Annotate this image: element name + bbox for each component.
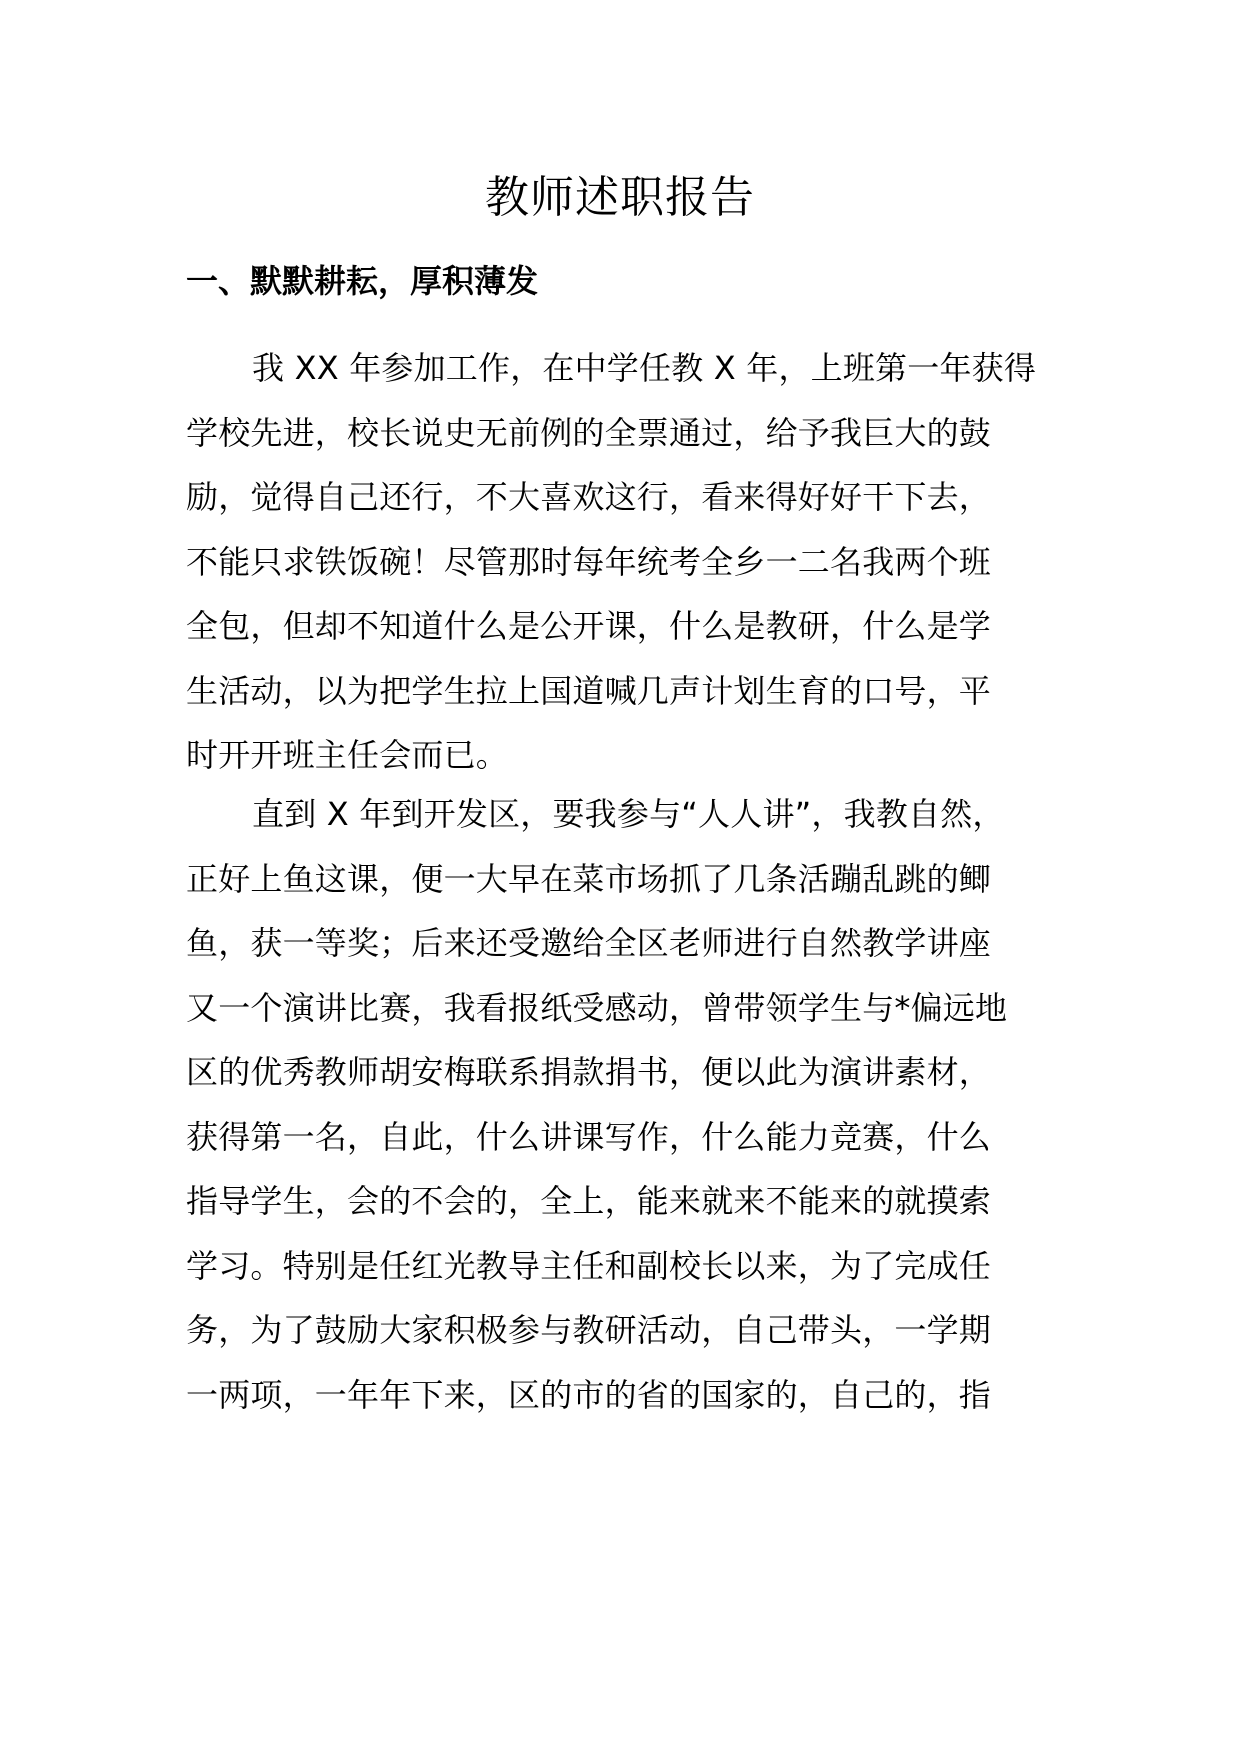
- paragraph-line: 一两项，一年年下来，区的市的省的国家的，自己的，指: [186, 1375, 992, 1414]
- paragraph-line: 励，觉得自己还行，不大喜欢这行，看来得好好干下去，: [186, 478, 992, 516]
- paragraph-line: 务，为了鼓励大家积极参与教研活动，自己带头，一学期: [186, 1311, 992, 1349]
- paragraph-line: 我 XX 年参加工作，在中学任教 X 年，上班第一年获得: [252, 349, 1037, 387]
- paragraph-line: 又一个演讲比赛，我看报纸受感动，曾带领学生与*偏远地: [186, 988, 1008, 1027]
- document-title: 教师述职报告: [485, 172, 755, 223]
- paragraph-line: 鱼，获一等奖；后来还受邀给全区老师进行自然教学讲座: [186, 924, 992, 962]
- paragraph-line: 区的优秀教师胡安梅联系捐款捐书，便以此为演讲素材，: [186, 1053, 992, 1091]
- paragraph-line: 正好上鱼这课，便一大早在菜市场抓了几条活蹦乱跳的鲫: [186, 859, 992, 898]
- paragraph-line: 不能只求铁饭碗！尽管那时每年统考全乡一二名我两个班: [186, 542, 992, 581]
- paragraph-line: 获得第一名，自此，什么讲课写作，什么能力竞赛，什么: [186, 1117, 992, 1156]
- paragraph-line: 直到 X 年到开发区，要我参与“人人讲”，我教自然，: [252, 795, 1005, 833]
- paragraph-line: 时开开班主任会而已。: [186, 736, 509, 774]
- paragraph-line: 全包，但却不知道什么是公开课，什么是教研，什么是学: [186, 607, 992, 645]
- paragraph-line: 生活动，以为把学生拉上国道喊几声计划生育的口号，平: [186, 671, 992, 710]
- paragraph-line: 学习。特别是任红光教导主任和副校长以来，为了完成任: [186, 1246, 992, 1285]
- paragraph-line: 学校先进，校长说史无前例的全票通过，给予我巨大的鼓: [186, 413, 992, 452]
- paragraph-2: [186, 782, 1066, 1427]
- paragraph-line: 指导学生，会的不会的，全上，能来就来不能来的就摸索: [186, 1182, 992, 1220]
- section-heading: 一、默默耕耘，厚积薄发: [186, 262, 539, 300]
- paragraph-1: [186, 336, 1066, 788]
